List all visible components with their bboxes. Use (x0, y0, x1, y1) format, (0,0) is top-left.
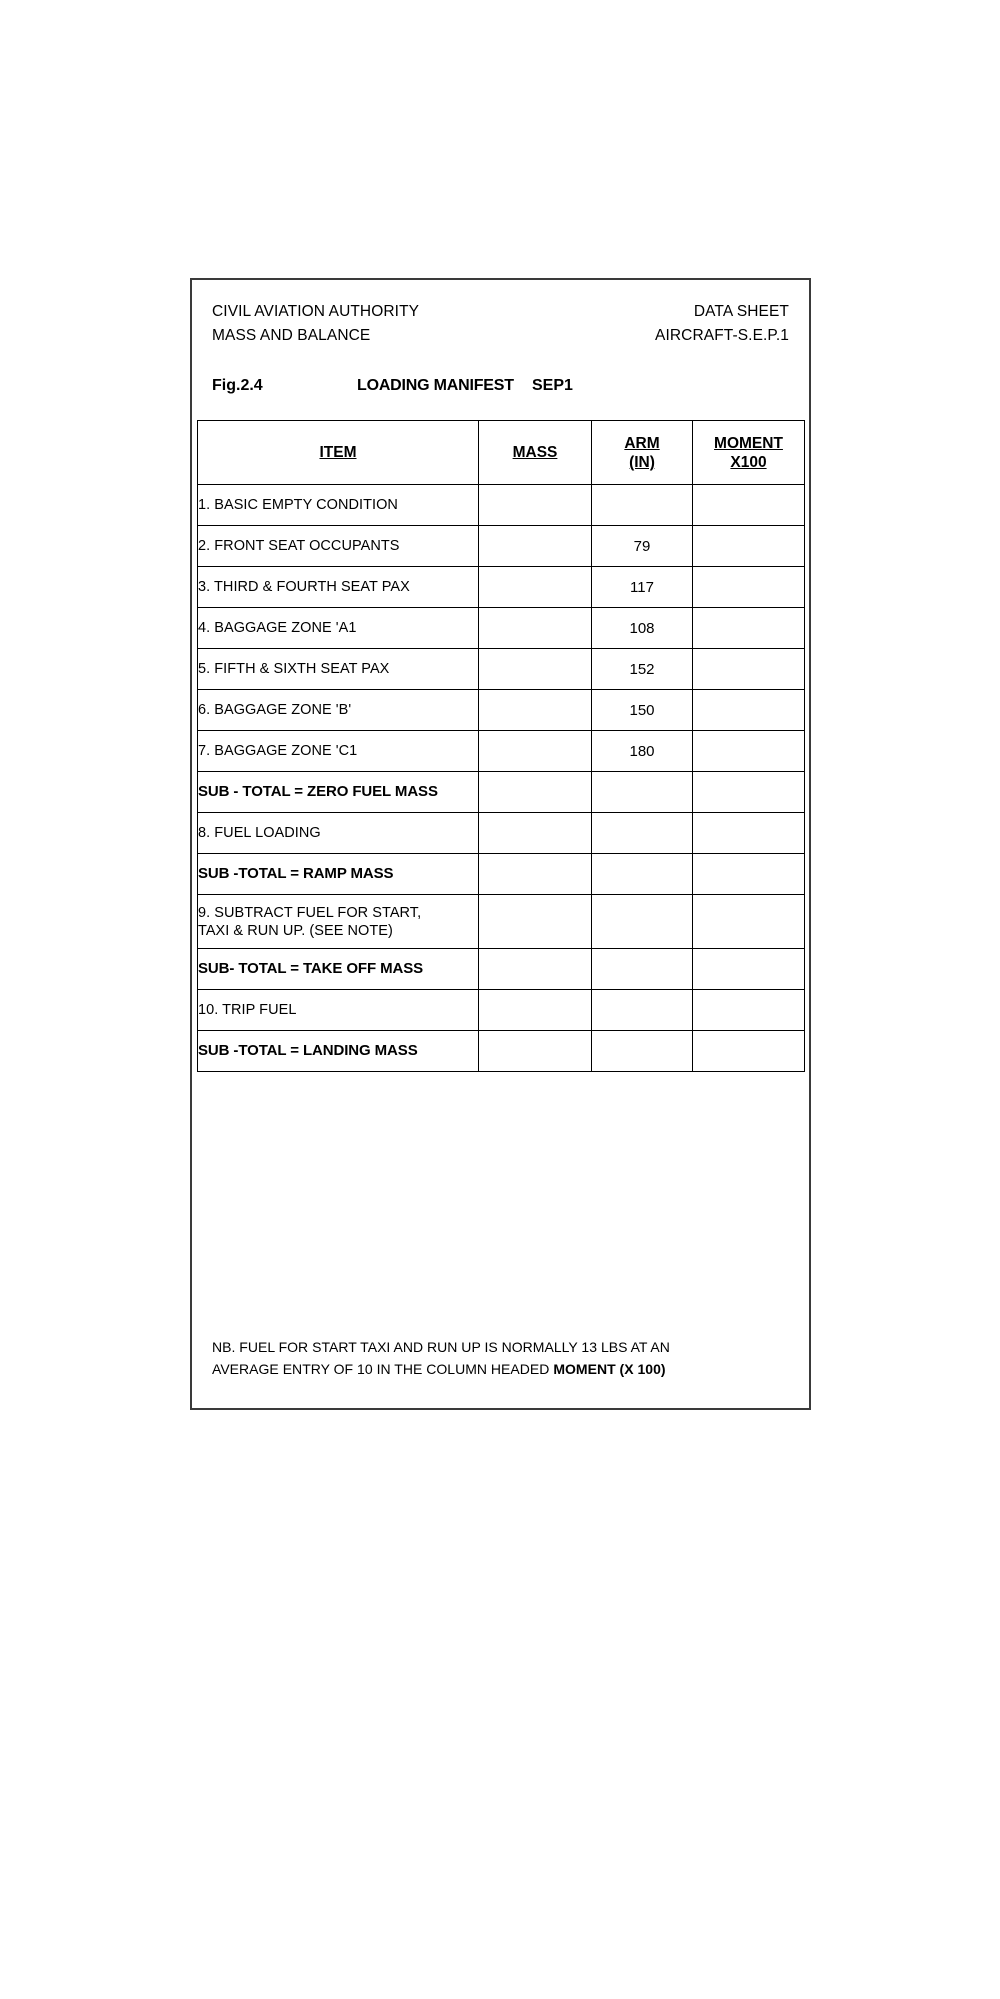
row-item-label: 10. TRIP FUEL (198, 990, 479, 1031)
table-row (198, 526, 805, 567)
row-mass-field[interactable] (479, 772, 592, 813)
row-arm-value[interactable]: 152 (592, 649, 693, 690)
row-arm-value[interactable]: 79 (592, 526, 693, 567)
row-moment-field[interactable] (693, 649, 805, 690)
row-item-label: SUB -TOTAL = LANDING MASS (198, 1031, 479, 1072)
row-arm-value[interactable]: 117 (592, 567, 693, 608)
row-moment-field[interactable] (693, 854, 805, 895)
row-moment-field[interactable] (693, 895, 805, 949)
page-title: LOADING MANIFEST (357, 377, 514, 394)
column-header-moment: MOMENT X100 (693, 421, 805, 485)
row-item-label: SUB- TOTAL = TAKE OFF MASS (198, 949, 479, 990)
row-item-label: 7. BAGGAGE ZONE 'C1 (198, 731, 479, 772)
footnote-emphasis: MOMENT (X 100) (553, 1361, 666, 1377)
row-arm-value[interactable] (592, 1031, 693, 1072)
row-mass-field[interactable] (479, 690, 592, 731)
table-body (198, 485, 805, 1072)
row-item-label (198, 895, 479, 949)
row-moment-field[interactable] (693, 1031, 805, 1072)
row-moment-field[interactable] (693, 772, 805, 813)
table-row (198, 854, 805, 895)
row-moment-field[interactable] (693, 485, 805, 526)
row-mass-field[interactable] (479, 990, 592, 1031)
row-item-label: 8. FUEL LOADING (198, 813, 479, 854)
column-header-arm: ARM (IN) (592, 421, 693, 485)
figure-title-row (212, 373, 789, 399)
table-row (198, 813, 805, 854)
table-header (198, 421, 805, 485)
row-arm-value[interactable] (592, 772, 693, 813)
row-moment-field[interactable] (693, 949, 805, 990)
row-moment-field[interactable] (693, 526, 805, 567)
row-mass-field[interactable] (479, 854, 592, 895)
row-item-label: 5. FIFTH & SIXTH SEAT PAX (198, 649, 479, 690)
row-item-label: 2. FRONT SEAT OCCUPANTS (198, 526, 479, 567)
footnote-line-2-prefix: AVERAGE ENTRY OF 10 IN THE COLUMN HEADED (212, 1361, 554, 1377)
row-item-label: SUB - TOTAL = ZERO FUEL MASS (198, 772, 479, 813)
row-mass-field[interactable] (479, 949, 592, 990)
data-sheet-frame (190, 278, 811, 1410)
row-mass-field[interactable] (479, 649, 592, 690)
document-type: DATA SHEET (693, 303, 789, 320)
footnote (212, 1336, 795, 1380)
table-row (198, 690, 805, 731)
row-item-label: 6. BAGGAGE ZONE 'B' (198, 690, 479, 731)
table-row (198, 567, 805, 608)
column-header-item: ITEM (198, 421, 479, 485)
row-mass-field[interactable] (479, 485, 592, 526)
figure-number: Fig.2.4 (212, 377, 263, 394)
table-row (198, 949, 805, 990)
row-item-label-line-2: TAXI & RUN UP. (SEE NOTE) (198, 922, 393, 939)
row-moment-field[interactable] (693, 608, 805, 649)
row-arm-value[interactable]: 150 (592, 690, 693, 731)
row-arm-value[interactable]: 180 (592, 731, 693, 772)
row-arm-value[interactable] (592, 485, 693, 526)
loading-manifest-table (197, 420, 805, 1072)
table-row (198, 485, 805, 526)
aircraft-class: AIRCRAFT-S.E.P.1 (655, 327, 789, 344)
row-item-label: SUB -TOTAL = RAMP MASS (198, 854, 479, 895)
row-mass-field[interactable] (479, 567, 592, 608)
table-row (198, 731, 805, 772)
row-arm-value[interactable] (592, 949, 693, 990)
document-header (212, 300, 789, 356)
table-row (198, 772, 805, 813)
row-arm-value[interactable] (592, 854, 693, 895)
table-row (198, 608, 805, 649)
row-mass-field[interactable] (479, 895, 592, 949)
header-left-block (212, 300, 419, 348)
row-mass-field[interactable] (479, 1031, 592, 1072)
row-moment-field[interactable] (693, 990, 805, 1031)
row-arm-value[interactable] (592, 813, 693, 854)
table-row (198, 990, 805, 1031)
row-item-label: 1. BASIC EMPTY CONDITION (198, 485, 479, 526)
table-row (198, 1031, 805, 1072)
row-arm-value[interactable] (592, 990, 693, 1031)
footnote-line-1: NB. FUEL FOR START TAXI AND RUN UP IS NORMALLY 13 LBS AT AN (212, 1339, 670, 1355)
table-header-row (198, 421, 805, 485)
row-mass-field[interactable] (479, 731, 592, 772)
row-item-label: 4. BAGGAGE ZONE 'A1 (198, 608, 479, 649)
row-moment-field[interactable] (693, 690, 805, 731)
row-moment-field[interactable] (693, 731, 805, 772)
row-mass-field[interactable] (479, 813, 592, 854)
column-header-mass: MASS (479, 421, 592, 485)
subject-name: MASS AND BALANCE (212, 327, 371, 344)
row-moment-field[interactable] (693, 567, 805, 608)
row-item-label-line-1: 9. SUBTRACT FUEL FOR START, (198, 904, 422, 921)
aircraft-model: SEP1 (532, 377, 573, 394)
row-item-label: 3. THIRD & FOURTH SEAT PAX (198, 567, 479, 608)
authority-name: CIVIL AVIATION AUTHORITY (212, 303, 420, 320)
row-arm-value[interactable]: 108 (592, 608, 693, 649)
row-arm-value[interactable] (592, 895, 693, 949)
row-mass-field[interactable] (479, 608, 592, 649)
table-row (198, 895, 805, 949)
row-mass-field[interactable] (479, 526, 592, 567)
table-row (198, 649, 805, 690)
header-right-block (655, 300, 789, 348)
row-moment-field[interactable] (693, 813, 805, 854)
